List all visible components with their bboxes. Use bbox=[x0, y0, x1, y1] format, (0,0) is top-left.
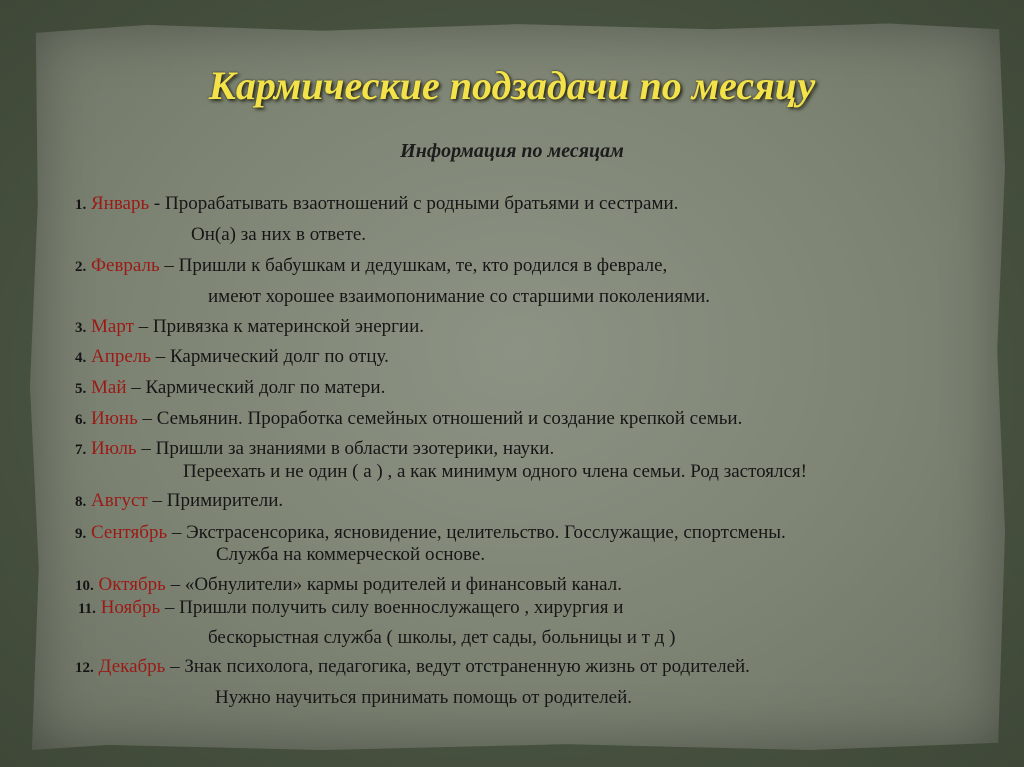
item-text: Экстрасенсорика, ясновидение, целительство. Госслужащие, спортсмены. bbox=[186, 522, 786, 543]
item-number: 7. bbox=[75, 442, 87, 458]
page-subtitle: Информация по месяцам bbox=[400, 140, 624, 162]
item-text: Пришли получить силу военнослужащего , хирургия и bbox=[179, 597, 624, 618]
list-item-august bbox=[75, 490, 283, 513]
list-item-december bbox=[75, 656, 750, 679]
month-name: Май bbox=[91, 377, 127, 398]
list-item-february bbox=[75, 255, 667, 278]
separator: – bbox=[159, 255, 179, 276]
month-name: Апрель bbox=[91, 346, 151, 367]
month-name: Декабрь bbox=[98, 656, 166, 677]
item-text: Привязка к материнской энергии. bbox=[152, 316, 425, 337]
list-item-october bbox=[75, 574, 622, 597]
item-text: Примирители. bbox=[166, 490, 284, 511]
item-text: Кармический долг по отцу. bbox=[169, 346, 389, 367]
item-number: 5. bbox=[75, 381, 87, 397]
item-text: Пришли за знаниями в области эзотерики, науки. bbox=[155, 438, 555, 459]
item-number: 8. bbox=[75, 494, 87, 510]
list-item-january bbox=[75, 193, 678, 216]
list-item-january-continuation: Он(а) за них в ответе. bbox=[191, 224, 367, 245]
list-item-july-continuation: Переехать и не один ( а ) , а как минимум одного члена семьи. Род застоялся! bbox=[183, 461, 807, 482]
separator: – bbox=[165, 656, 185, 677]
item-text: Семьянин. Проработка семейных отношений и создание крепкой семьи. bbox=[156, 408, 743, 429]
item-number: 6. bbox=[75, 412, 87, 428]
month-name: Январь bbox=[91, 193, 150, 214]
list-item-november-continuation: бескорыстная служба ( школы, дет сады, больницы и т д ) bbox=[208, 627, 676, 648]
list-item-december-continuation: Нужно научиться принимать помощь от родителей. bbox=[215, 687, 633, 708]
item-text: Прорабатывать взаотношений с родными братьями и сестрами. bbox=[165, 193, 679, 214]
list-item-september bbox=[75, 522, 786, 545]
separator: – bbox=[126, 377, 146, 398]
page-title: Кармические подзадачи по месяцу bbox=[208, 63, 816, 108]
separator: – bbox=[137, 408, 157, 429]
month-name: Июнь bbox=[91, 408, 138, 429]
separator: – bbox=[147, 490, 167, 511]
list-item-november bbox=[78, 597, 623, 620]
item-number: 4. bbox=[75, 350, 87, 366]
item-number: 1. bbox=[75, 197, 87, 213]
separator: - bbox=[149, 193, 165, 214]
item-text: Кармический долг по матери. bbox=[145, 377, 386, 398]
month-name: Март bbox=[91, 316, 134, 337]
separator: – bbox=[133, 316, 153, 337]
month-name: Октябрь bbox=[98, 574, 166, 595]
list-item-may bbox=[75, 377, 385, 400]
list-item-september-continuation: Служба на коммерческой основе. bbox=[216, 544, 486, 565]
item-text: «Обнулители» кармы родителей и финансовый канал. bbox=[184, 574, 622, 595]
list-item-march bbox=[75, 316, 424, 339]
separator: – bbox=[160, 597, 180, 618]
list-item-february-continuation: имеют хорошее взаимопонимание со старшими поколениями. bbox=[208, 286, 711, 307]
item-number: 2. bbox=[75, 259, 87, 275]
separator: – bbox=[136, 438, 156, 459]
item-number: 10. bbox=[75, 578, 94, 594]
month-name: Ноябрь bbox=[100, 597, 161, 618]
item-number: 11. bbox=[78, 601, 96, 617]
month-name: Июль bbox=[91, 438, 137, 459]
item-number: 3. bbox=[75, 320, 87, 336]
month-name: Сентябрь bbox=[91, 522, 168, 543]
list-item-july bbox=[75, 438, 554, 461]
item-text: Пришли к бабушкам и дедушкам, те, кто родился в феврале, bbox=[178, 255, 668, 276]
item-number: 9. bbox=[75, 526, 87, 542]
month-name: Февраль bbox=[91, 255, 160, 276]
item-text: Знак психолога, педагогика, ведут отстраненную жизнь от родителей. bbox=[184, 656, 750, 677]
list-item-june bbox=[75, 408, 742, 431]
separator: – bbox=[150, 346, 170, 367]
month-name: Август bbox=[91, 490, 148, 511]
separator: – bbox=[167, 522, 187, 543]
list-item-april bbox=[75, 346, 389, 369]
item-number: 12. bbox=[75, 660, 94, 676]
separator: – bbox=[165, 574, 185, 595]
